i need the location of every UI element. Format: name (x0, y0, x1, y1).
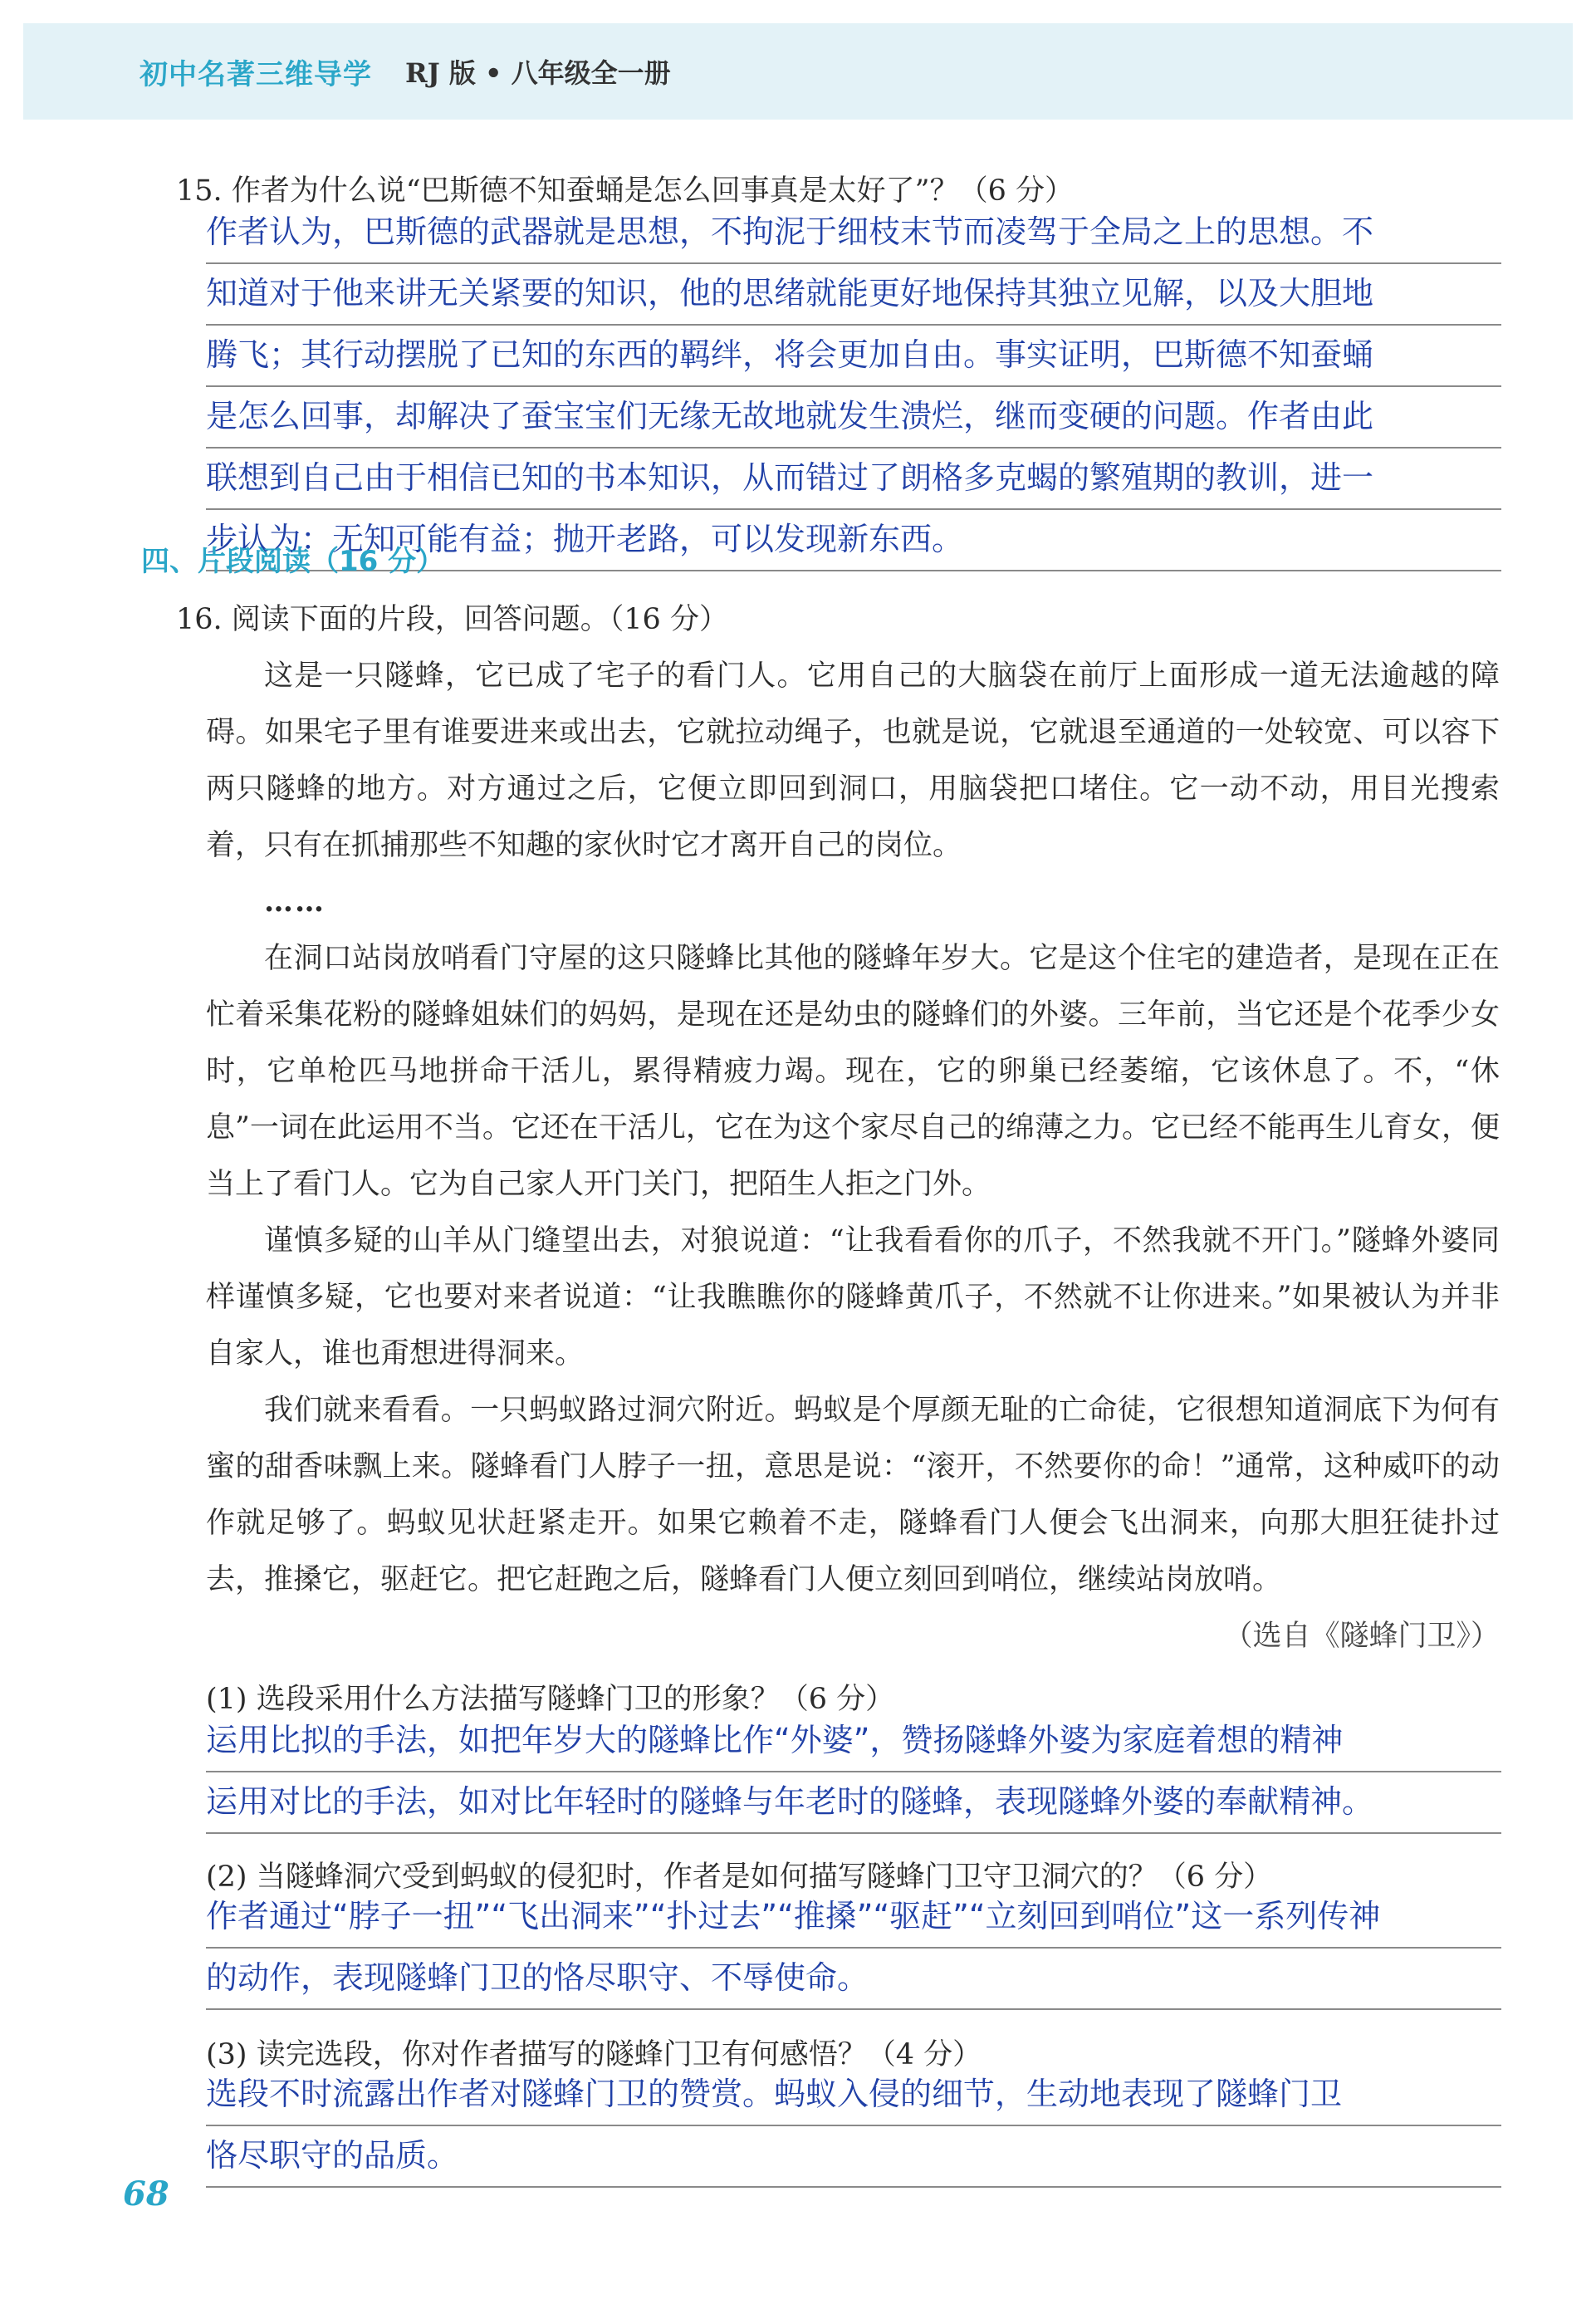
answer-line[interactable]: 作者认为，巴斯德的武器就是思想，不拘泥于细枝末节而凌驾于全局之上的思想。不 (206, 203, 1501, 264)
answer-16-3 (206, 2065, 1501, 2188)
page-header (23, 23, 1573, 120)
page-number: 68 (123, 2174, 169, 2213)
section-title: 四、片段阅读（16 分） (141, 545, 445, 578)
answer-line[interactable]: 知道对于他来讲无关紧要的知识，他的思绪就能更好地保持其独立见解，以及大胆地 (206, 264, 1501, 326)
passage-source: （选自《隧蜂门卫》） (1223, 1620, 1500, 1653)
question-15: 15. 作者为什么说“巴斯德不知蚕蛹是怎么回事真是太好了”？（6 分） (176, 174, 1074, 208)
answer-line[interactable]: 的动作，表现隧蜂门卫的恪尽职守、不辱使命。 (206, 1949, 1501, 2010)
answer-line[interactable]: 是怎么回事，却解决了蚕宝宝们无缘无故地就发生溃烂，继而变硬的问题。作者由此 (206, 387, 1501, 449)
answer-line[interactable]: 运用比拟的手法，如把年岁大的隧蜂比作“外婆”，赞扬隧蜂外婆为家庭着想的精神 (206, 1711, 1501, 1772)
question-16: 16. 阅读下面的片段，回答问题。（16 分） (176, 603, 728, 636)
passage-text: 我们就来看看。一只蚂蚁路过洞穴附近。蚂蚁是个厚颜无耻的亡命徒，它很想知道洞底下为何有蜜的甜香味飘上来。隧蜂看门人脖子一扭，意思是说：“滚开，不然要你的命！”通常，这种威吓的动作就足够了。蚂蚁见状赶紧走开。如果它赖着不走，隧蜂看门人便会飞出洞来，向那大胆狂徒扑过去，推搡它，驱赶它。把它赶跑之后，隧蜂看门人便立刻回到哨位，继续站岗放哨。 (206, 1394, 1500, 1596)
book-series-title: 初中名著三维导学 (140, 57, 372, 91)
question-16-3: (3) 读完选段，你对作者描写的隧蜂门卫有何感悟？（4 分） (206, 2038, 982, 2071)
question-16-2: (2) 当隧蜂洞穴受到蚂蚁的侵犯时，作者是如何描写隧蜂门卫守卫洞穴的？（6 分） (206, 1860, 1273, 1894)
passage-paragraph: 这是一只隧蜂，它已成了宅子的看门人。它用自己的大脑袋在前厅上面形成一道无法逾越的障碍。如果宅子里有谁要进来或出去，它就拉动绳子，也就是说，它就退至通道的一处较宽、可以容下两只隧蜂的地方。对方通过之后，它便立即回到洞口，用脑袋把口堵住。它一动不动，用目光搜索着，只有在抓捕那些不知趣的家伙时它才离开自己的岗位。 (206, 659, 1500, 862)
answer-line[interactable]: 腾飞；其行动摆脱了已知的东西的羁绊，将会更加自由。事实证明，巴斯德不知蚕蛹 (206, 326, 1501, 387)
book-edition: RJ 版 • 八年级全一册 (405, 57, 671, 89)
passage-paragraph: 在洞口站岗放哨看门守屋的这只隧蜂比其他的隧蜂年岁大。它是这个住宅的建造者，是现在正在忙着采集花粉的隧蜂姐妹们的妈妈，是现在还是幼虫的隧蜂们的外婆。三年前，当它还是个花季少女时，它单枪匹马地拼命干活儿，累得精疲力竭。现在，它的卵巢已经萎缩，它该休息了。不，“休息”一词在此运用不当。它还在干活儿，它在为这个家尽自己的绵薄之力。它已经不能再生儿育女，便当上了看门人。它为自己家人开门关门，把陌生人拒之门外。 (206, 942, 1500, 1201)
answer-line[interactable]: 作者通过“脖子一扭”“飞出洞来”“扑过去”“推搡”“驱赶”“立刻回到哨位”这一系列传神 (206, 1887, 1501, 1949)
answer-line[interactable]: 联想到自己由于相信已知的书本知识，从而错过了朗格多克蝎的繁殖期的教训，进一 (206, 449, 1501, 510)
passage-ellipsis: …… (264, 885, 326, 919)
answer-15 (206, 203, 1501, 571)
answer-line[interactable]: 步认为：无知可能有益；抛开老路，可以发现新东西。 (206, 510, 1501, 571)
answer-line[interactable]: 选段不时流露出作者对隧蜂门卫的赞赏。蚂蚁入侵的细节，生动地表现了隧蜂门卫 (206, 2065, 1501, 2126)
passage-paragraph (206, 1382, 1500, 1653)
answer-line[interactable]: 运用对比的手法，如对比年轻时的隧蜂与年老时的隧蜂，表现隧蜂外婆的奉献精神。 (206, 1772, 1501, 1834)
question-16-1: (1) 选段采用什么方法描写隧蜂门卫的形象？（6 分） (206, 1683, 895, 1716)
passage-paragraph: 谨慎多疑的山羊从门缝望出去，对狼说道：“让我看看你的爪子，不然我就不开门。”隧蜂外婆同样谨慎多疑，它也要对来者说道：“让我瞧瞧你的隧蜂黄爪子，不然就不让你进来。”如果被认为并非自家人，谁也甭想进得洞来。 (206, 1224, 1500, 1370)
answer-16-2 (206, 1887, 1501, 2010)
answer-line[interactable]: 恪尽职守的品质。 (206, 2126, 1501, 2188)
reading-passage (206, 648, 1500, 1664)
answer-16-1 (206, 1711, 1501, 1834)
